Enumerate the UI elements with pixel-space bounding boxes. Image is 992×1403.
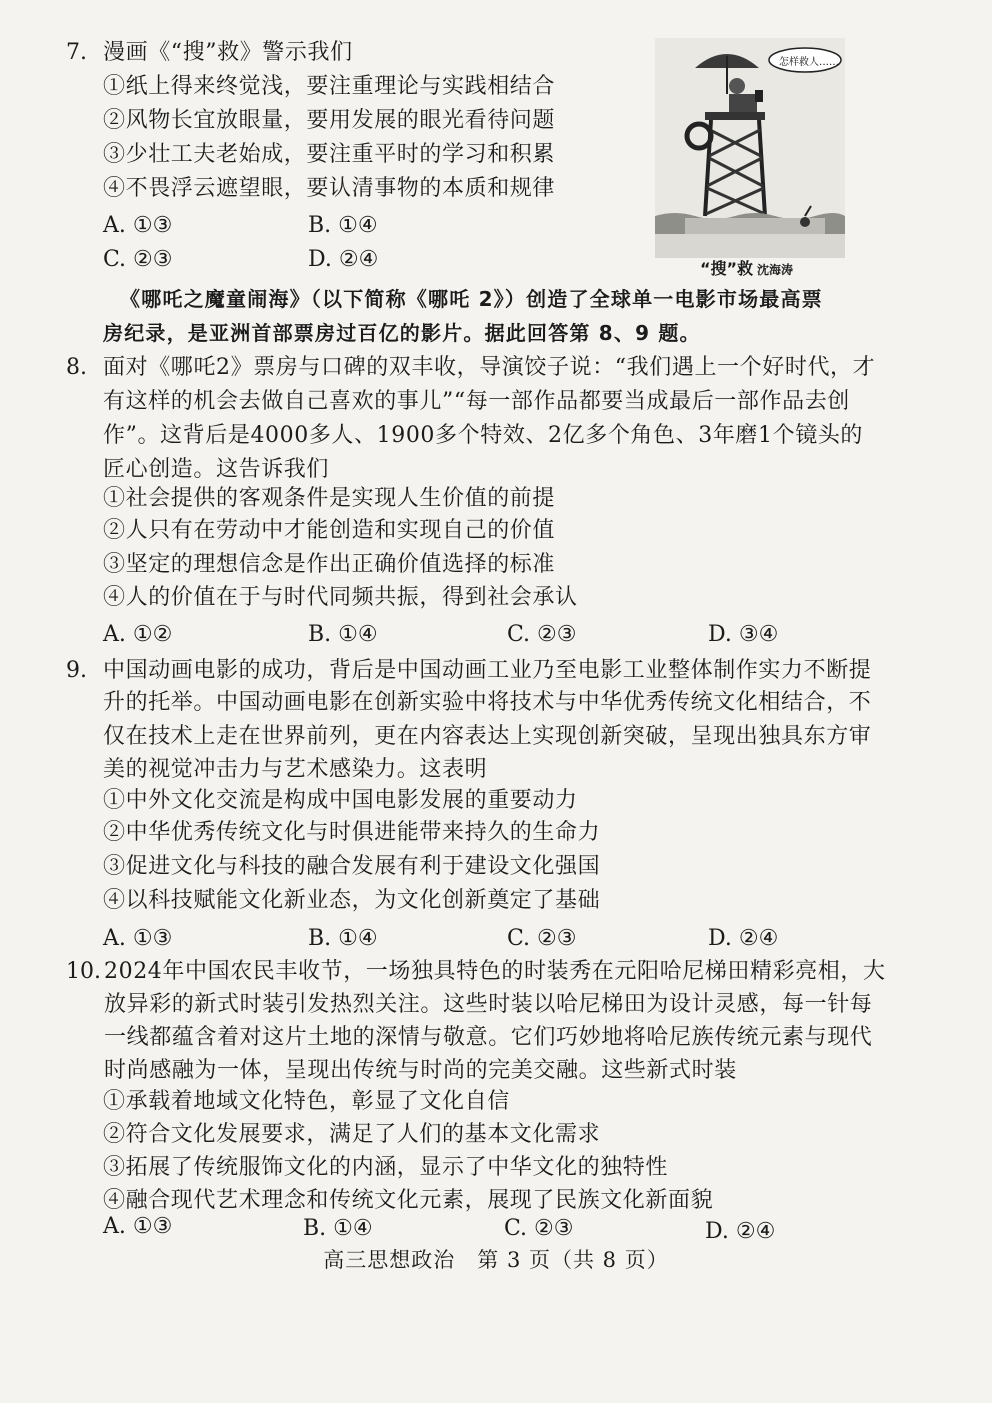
statement: ③少壮工夫老始成，要注重平时的学习和积累 — [103, 142, 556, 167]
cartoon-illustration — [655, 38, 845, 278]
choice-c: C. ②③ — [507, 926, 577, 951]
statement: ①中外文化交流是构成中国电影发展的重要动力 — [103, 788, 578, 813]
choice-b: B. ①④ — [308, 213, 378, 238]
choice-a: A. ①③ — [103, 1214, 173, 1239]
lifeguard-tower-cartoon — [655, 38, 845, 258]
statement: ①纸上得来终觉浅，要注重理论与实践相结合 — [103, 74, 556, 99]
question-stem: 匠心创造。这告诉我们 — [103, 457, 330, 482]
cartoon-author: 沈海涛 — [757, 263, 794, 277]
question-stem: 面对《哪吒2》票房与口碑的双丰收，导演饺子说：“我们遇上一个好时代，才 — [103, 355, 876, 380]
choice-b: B. ①④ — [308, 926, 378, 951]
question-number: 7. — [66, 40, 87, 65]
question-stem: 有这样的机会去做自己喜欢的事儿”“每一部作品都要当成最后一部作品去创 — [103, 389, 850, 414]
choice-a: A. ①③ — [103, 926, 173, 951]
statement: ②人只有在劳动中才能创造和实现自己的价值 — [103, 518, 556, 543]
question-stem: 时尚感融为一体，呈现出传统与时尚的完美交融。这些新式时装 — [104, 1058, 737, 1083]
intro-line: 房纪录，是亚洲首部票房过百亿的影片。据此回答第 8、9 题。 — [103, 321, 701, 345]
intro-line: 《哪吒之魔童闹海》（以下简称《哪吒 2》）创造了全球单一电影市场最高票 — [120, 287, 823, 311]
cartoon-title: “搜”救 — [700, 259, 754, 278]
statement: ③坚定的理想信念是作出正确价值选择的标准 — [103, 552, 556, 577]
statement: ④人的价值在于与时代同频共振，得到社会承认 — [103, 585, 578, 610]
question-stem: 中国动画电影的成功，背后是中国动画工业乃至电影工业整体制作实力不断提 — [103, 658, 872, 683]
question-stem: 作”。这背后是4000多人、1900多个特效、2亿多个角色、3年磨1个镜头的 — [103, 423, 864, 448]
statement: ②中华优秀传统文化与时俱进能带来持久的生命力 — [103, 820, 601, 845]
question-stem: 2024年中国农民丰收节，一场独具特色的时装秀在元阳哈尼梯田精彩亮相，大 — [104, 959, 886, 984]
cartoon-caption — [700, 256, 793, 279]
question-stem: 仅在技术上走在世界前列，更在内容表达上实现创新突破，呈现出独具东方审 — [103, 724, 872, 749]
choice-c: C. ②③ — [103, 247, 173, 272]
choice-d: D. ②④ — [308, 247, 379, 272]
choice-d: D. ②④ — [708, 926, 779, 951]
choice-d: D. ③④ — [708, 622, 779, 647]
choice-a: A. ①③ — [103, 213, 173, 238]
choice-c: C. ②③ — [504, 1216, 574, 1241]
question-stem: 美的视觉冲击力与艺术感染力。这表明 — [103, 757, 488, 782]
question-number: 9. — [66, 658, 87, 683]
statement: ②符合文化发展要求，满足了人们的基本文化需求 — [103, 1122, 601, 1147]
statement: ④以科技赋能文化新业态，为文化创新奠定了基础 — [103, 888, 601, 913]
statement: ②风物长宜放眼量，要用发展的眼光看待问题 — [103, 108, 556, 133]
choice-d: D. ②④ — [705, 1219, 776, 1244]
question-stem: 一线都蕴含着对这片土地的深情与敬意。它们巧妙地将哈尼族传统元素与现代 — [104, 1025, 873, 1050]
speech-bubble-text: 怎样救人…… — [779, 57, 839, 68]
question-number: 8. — [66, 355, 87, 380]
statement: ④融合现代艺术理念和传统文化元素，展现了民族文化新面貌 — [103, 1188, 714, 1213]
question-stem: 放异彩的新式时装引发热烈关注。这些时装以哈尼梯田为设计灵感，每一针每 — [104, 992, 873, 1017]
page-footer: 高三思想政治 第 3 页（共 8 页） — [323, 1248, 669, 1272]
choice-b: B. ①④ — [303, 1216, 373, 1241]
choice-b: B. ①④ — [308, 622, 378, 647]
question-stem: 漫画《“搜”救》警示我们 — [103, 40, 353, 65]
statement: ③促进文化与科技的融合发展有利于建设文化强国 — [103, 854, 601, 879]
statement: ①承载着地域文化特色，彰显了文化自信 — [103, 1089, 510, 1114]
statement: ③拓展了传统服饰文化的内涵，显示了中华文化的独特性 — [103, 1155, 669, 1180]
statement: ④不畏浮云遮望眼，要认清事物的本质和规律 — [103, 176, 556, 201]
statement: ①社会提供的客观条件是实现人生价值的前提 — [103, 486, 556, 511]
question-number: 10. — [66, 959, 101, 984]
choice-c: C. ②③ — [507, 622, 577, 647]
question-stem: 升的托举。中国动画电影在创新实验中将技术与中华优秀传统文化相结合，不 — [103, 690, 872, 715]
choice-a: A. ①② — [103, 622, 173, 647]
